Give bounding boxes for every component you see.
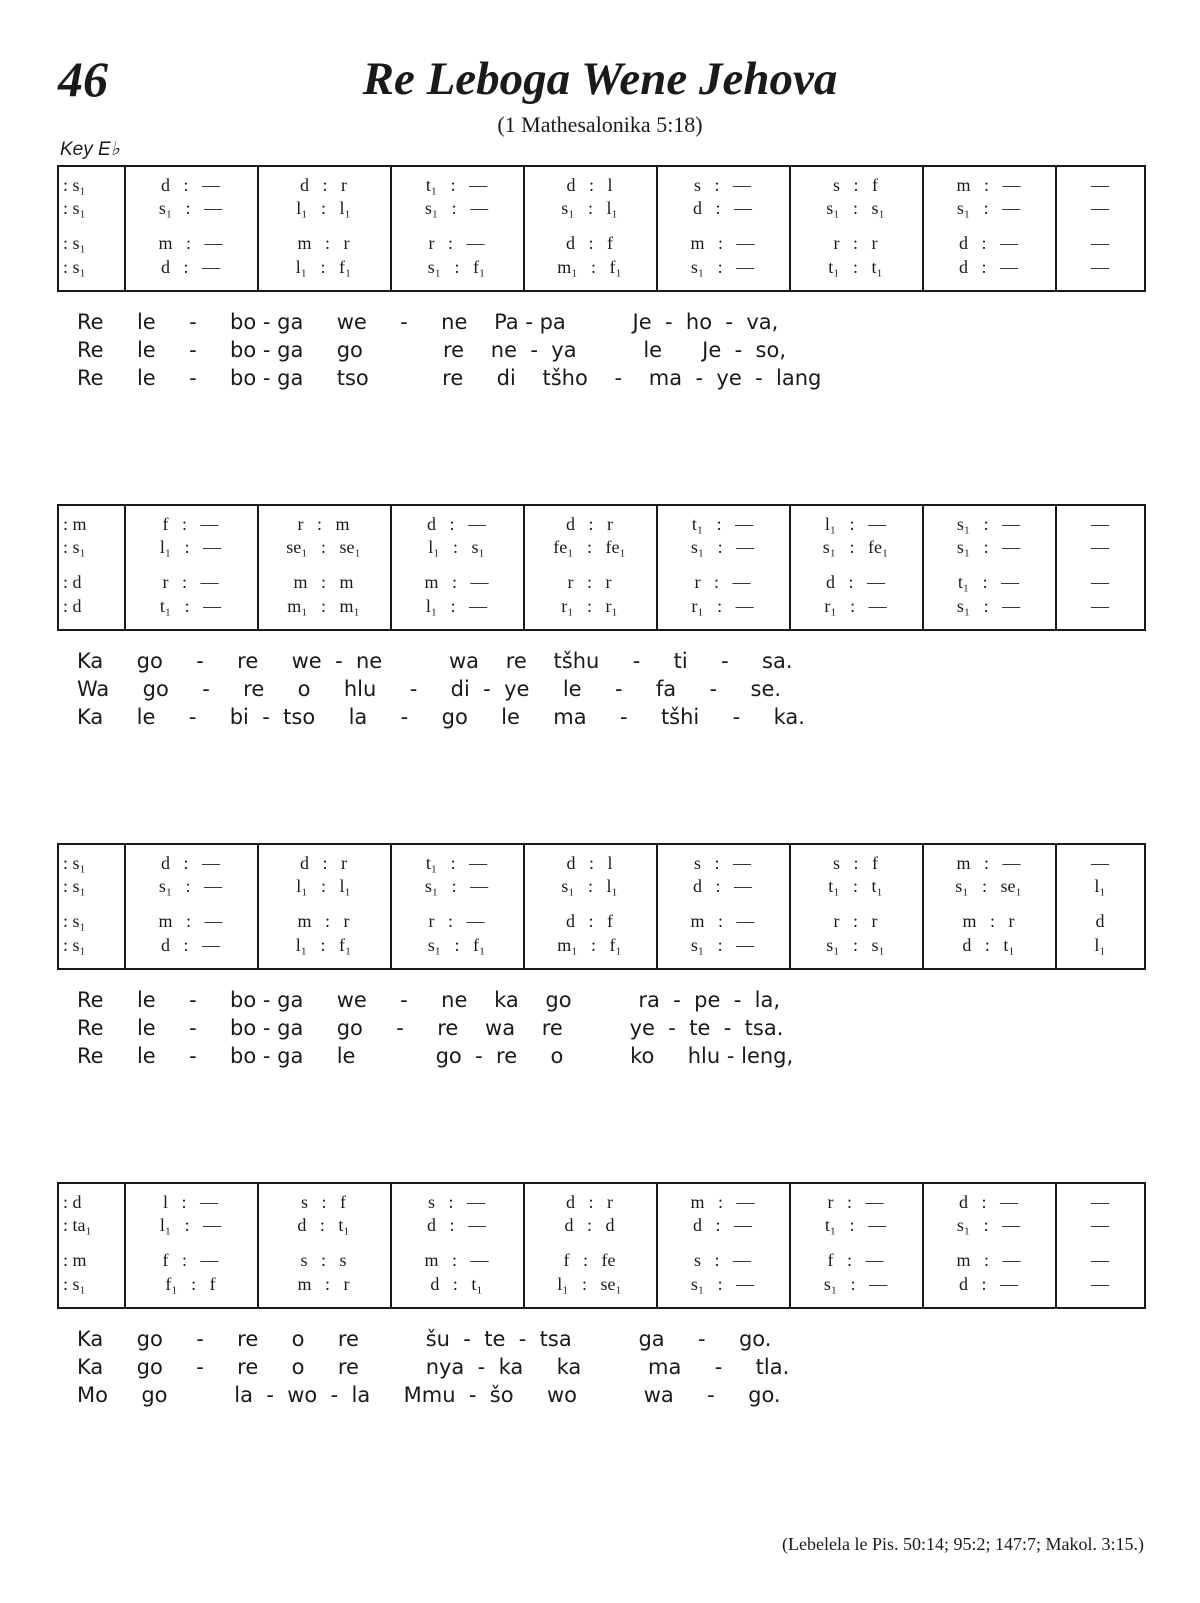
sol-fa-cell: — [1091,1215,1109,1235]
sol-fa-cell: m : — [158,233,223,253]
sol-fa-cell: m : r [297,911,350,931]
sol-fa-cell: l₁ [1094,876,1106,896]
sol-fa-cell: : d [63,572,82,592]
sol-fa-cell: d : — [160,935,220,955]
sol-fa-cell: s₁ : s₁ [826,198,885,218]
sol-fa-cell: m : r [297,1274,350,1294]
sol-fa-cell: fe₁ : fe₁ [553,537,626,557]
sol-fa-cell: t₁ : — [691,514,754,534]
sol-fa-cell: — [1091,572,1109,592]
sol-fa-cell: — [1091,853,1109,873]
sol-fa-cell: s₁ : fe₁ [822,537,889,557]
sol-fa-cell: : s₁ [63,853,86,873]
sol-fa-cell: s₁ : se₁ [955,876,1022,896]
sol-fa-cell: d : r [566,514,613,534]
sol-fa-cell: r : r [833,233,878,253]
sol-fa-cell: : s₁ [63,233,86,253]
sol-fa-cell: se₁ : se₁ [286,537,361,557]
lyric-line: Re le - bo - ga we - ne ka go ra - pe - la, [77,988,781,1012]
sol-fa-cell: d : — [426,514,486,534]
sol-fa-cell: d : — [958,1274,1018,1294]
sol-fa-cell: t₁ : — [425,853,488,873]
sol-fa-cell: — [1091,596,1109,616]
sol-fa-cell: l₁ : — [824,514,887,534]
song-number: 46 [58,51,108,107]
sol-fa-cell: l₁ : — [425,596,488,616]
sol-fa-cell: : m [63,1250,87,1270]
bar-line [1055,1184,1057,1307]
sol-fa-cell: d : — [958,257,1018,277]
sol-fa-cell: r : — [428,233,485,253]
bar-line [1055,845,1057,968]
sol-fa-cell: f : — [162,1250,219,1270]
sol-fa-cell: d : — [160,257,220,277]
sol-fa-cell: r₁ : — [824,596,887,616]
lyric-line: Re le - bo - ga le go - re o ko hlu - leng, [77,1044,794,1068]
sol-fa-cell: r : r [833,911,878,931]
sol-fa-cell: l₁ : f₁ [295,257,352,277]
staff-system [57,504,1146,631]
sol-fa-cell: d : — [958,233,1018,253]
lyric-line: Mo go la - wo - la Mmu - šo wo wa - go. [77,1383,781,1407]
sol-fa-cell: t₁ : t₁ [828,257,883,277]
sol-fa-cell: d : — [160,175,220,195]
staff-system [57,165,1146,292]
sol-fa-cell: — [1091,1274,1109,1294]
key-signature: Key E♭ [60,139,120,160]
sol-fa-cell: t₁ : — [425,175,488,195]
sol-fa-cell: d : — [692,1215,752,1235]
sol-fa-cell: d : l [566,175,613,195]
sol-fa-cell: m : — [690,911,755,931]
bar-line [1055,506,1057,629]
sol-fa-cell: r : r [567,572,612,592]
sol-fa-cell: l₁ : l₁ [296,198,351,218]
sol-fa-cell: s₁ : l₁ [561,198,618,218]
sol-fa-cell: m : — [424,1250,489,1270]
sol-fa-cell: m : — [690,233,755,253]
lyric-line: Re le - bo - ga go - re wa re ye - te - tsa. [77,1016,784,1040]
sol-fa-cell: s : — [693,175,751,195]
sol-fa-cell: f₁ : f [165,1274,216,1294]
sol-fa-cell: s₁ : — [956,1215,1021,1235]
lyric-line: Wa go - re o hlu - di - ye le - fa - se. [77,677,782,701]
sol-fa-cell: — [1091,175,1109,195]
sol-fa-cell: t₁ : — [159,596,222,616]
sol-fa-cell: : s₁ [63,1274,86,1294]
sol-fa-cell: : s₁ [63,257,86,277]
sol-fa-cell: m : — [956,175,1021,195]
sol-fa-cell: d : t₁ [962,935,1015,955]
sol-fa-cell: : ta₁ [63,1215,92,1235]
sol-fa-cell: d : f [566,233,613,253]
sol-fa-cell: r : — [428,911,485,931]
staff-system [57,1182,1146,1309]
lyric-line: Re le - bo - ga we - ne Pa - pa Je - ho - va, [77,310,779,334]
sol-fa-cell: l₁ : l₁ [296,876,351,896]
sol-fa-cell: d : r [300,175,347,195]
sol-fa-cell: m : — [956,853,1021,873]
sol-fa-cell: s₁ : — [690,537,755,557]
sol-fa-cell: m : — [690,1192,755,1212]
sol-fa-cell: : d [63,596,82,616]
sol-fa-cell: l₁ : f₁ [295,935,352,955]
scripture-reference: (1 Mathesalonika 5:18) [497,112,703,137]
sol-fa-cell: d : t₁ [297,1215,350,1235]
sol-fa-cell: l : — [162,1192,218,1212]
sol-fa-cell: d : r [300,853,347,873]
sol-fa-cell: s₁ : f₁ [427,935,486,955]
sol-fa-cell: s₁ : — [158,876,223,896]
sol-fa-cell: s : f [301,1192,346,1212]
sol-fa-cell: s₁ : — [424,198,489,218]
sol-fa-cell: r : m [297,514,350,534]
sol-fa-cell: f : fe [563,1250,616,1270]
sol-fa-cell: : m [63,514,87,534]
sol-fa-cell: l₁ : se₁ [557,1274,622,1294]
sol-fa-cell: m : — [424,572,489,592]
sol-fa-cell: m : m [293,572,354,592]
sol-fa-cell: s : — [693,1250,751,1270]
sol-fa-cell: s₁ : s₁ [826,935,885,955]
sol-fa-cell: r : — [162,572,219,592]
sol-fa-cell: s₁ : — [690,935,755,955]
sol-fa-cell: : d [63,1192,82,1212]
sol-fa-cell: : s₁ [63,175,86,195]
sol-fa-cell: l₁ : s₁ [428,537,485,557]
sol-fa-cell: — [1091,198,1109,218]
sol-fa-cell: s : — [427,1192,485,1212]
sol-fa-cell: m₁ : m₁ [287,596,360,616]
sol-fa-cell: s₁ : — [690,257,755,277]
lyric-line: Re le - bo - ga tso re di tšho - ma - ye - lang [77,366,822,390]
sol-fa-cell: s₁ : — [158,198,223,218]
sol-fa-cell: : s₁ [63,911,86,931]
sol-fa-cell: d : l [566,853,613,873]
song-title: Re Leboga Wene Jehova [362,53,838,105]
sol-fa-cell: l₁ [1094,935,1106,955]
sol-fa-cell: d : r [566,1192,613,1212]
sol-fa-cell: : s₁ [63,935,86,955]
sol-fa-cell: m : r [962,911,1015,931]
sol-fa-cell: r : — [827,1192,884,1212]
sol-fa-cell: r₁ : r₁ [561,596,618,616]
sol-fa-cell: s : f [833,175,878,195]
sol-fa-cell: s₁ : — [956,596,1021,616]
sol-fa-cell: — [1091,233,1109,253]
sol-fa-cell: t₁ : — [957,572,1020,592]
sol-fa-cell: s : f [833,853,878,873]
sol-fa-cell: d : — [825,572,885,592]
sol-fa-cell: d : — [958,1192,1018,1212]
bar-line [1055,167,1057,290]
sol-fa-cell: — [1091,1192,1109,1212]
sol-fa-cell: l₁ : — [159,537,222,557]
sol-fa-cell: — [1091,1250,1109,1270]
sol-fa-cell: m : r [297,233,350,253]
lyric-line: Ka go - re o re nya - ka ka ma - tla. [77,1355,790,1379]
sol-fa-cell: d : — [692,198,752,218]
sol-fa-cell: : s₁ [63,537,86,557]
sol-fa-cell: m : — [158,911,223,931]
sol-fa-cell: s₁ : — [956,537,1021,557]
sol-fa-cell: d : — [692,876,752,896]
sol-fa-cell: — [1091,514,1109,534]
lyric-line: Ka go - re o re šu - te - tsa ga - go. [77,1327,772,1351]
sol-fa-cell: — [1091,537,1109,557]
sol-fa-cell: s : — [693,853,751,873]
lyric-line: Re le - bo - ga go re ne - ya le Je - so, [77,338,787,362]
sol-fa-cell: : s₁ [63,198,86,218]
sol-fa-cell: d : d [564,1215,615,1235]
sol-fa-cell: l₁ : — [159,1215,222,1235]
sol-fa-cell: s₁ : — [956,514,1021,534]
sol-fa-cell: t₁ : — [824,1215,887,1235]
sol-fa-cell: s₁ : l₁ [561,876,618,896]
sol-fa-cell: s₁ : — [424,876,489,896]
sol-fa-cell: r : — [694,572,751,592]
sol-fa-cell: s₁ : — [956,198,1021,218]
sol-fa-cell: d : f [566,911,613,931]
sol-fa-cell: d [1095,911,1105,931]
sol-fa-cell: f : — [162,514,219,534]
staff-system [57,843,1146,970]
sol-fa-cell: m₁ : f₁ [557,935,622,955]
lyric-line: Ka go - re we - ne wa re tšhu - ti - sa. [77,649,793,673]
lyric-line: Ka le - bi - tso la - go le ma - tšhi - ka. [77,705,805,729]
sol-fa-cell: d : — [160,853,220,873]
footer-references: (Lebelela le Pis. 50:14; 95:2; 147:7; Makol. 3:15.) [782,1534,1144,1554]
sol-fa-cell: m₁ : f₁ [557,257,622,277]
sol-fa-cell: d : — [426,1215,486,1235]
sol-fa-cell: f : — [827,1250,884,1270]
sol-fa-cell: t₁ : t₁ [828,876,883,896]
sol-fa-cell: m : — [956,1250,1021,1270]
sol-fa-cell: s₁ : f₁ [427,257,486,277]
sol-fa-cell: : s₁ [63,876,86,896]
sol-fa-cell: r₁ : — [691,596,754,616]
sol-fa-cell: d : t₁ [430,1274,483,1294]
sol-fa-cell: s : s [300,1250,347,1270]
sol-fa-cell: s₁ : — [823,1274,888,1294]
sol-fa-cell: s₁ : — [690,1274,755,1294]
sol-fa-cell: — [1091,257,1109,277]
